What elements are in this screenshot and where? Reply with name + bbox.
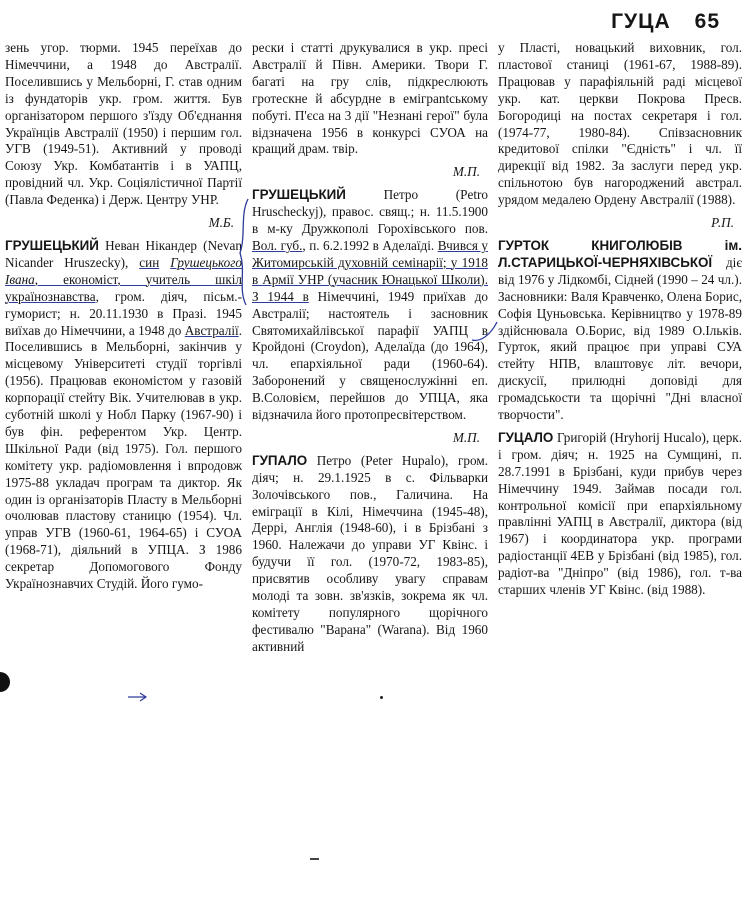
entry-grushetskyi-nevan (5, 238, 242, 593)
underlined-text: Вчився у Житомирській духовній семінарії; у 1918 в Армії УНР (учасник Юнацької Школи). З 1944 в (252, 237, 488, 304)
entry-headword: ГРУШЕЦЬКИЙ (5, 237, 99, 253)
underlined-text: Грушецького Івана (5, 254, 242, 287)
entry-headword: ГУРТОК КНИГОЛЮБІВ ім. Л.СТАРИЦЬКОЇ-ЧЕРНЯХІВСЬКОЇ (498, 237, 742, 270)
scan-spot-dot (0, 672, 10, 692)
pen-hook-mark (470, 318, 500, 348)
entry-text: діє від 1976 у Лідкомбі, Сідней (1990 – 24 чл.). Засновники: Валя Кравченко, Олена Борис, Софія Цуньовська. Керівництво у 1978-89 здійснювала О.Борис, від 1989 О.Ільків. Гурток, який працює при управі СУА стейту НПВ, влаштовує літ. вечори, дискусії, прилюдні доповіді для громадськости та щорічні "Дні власної творчости". (498, 254, 743, 423)
entry-hurtok-knyholiubiv (498, 238, 742, 424)
entry-signature: М.П. (452, 429, 480, 445)
entry-signature: Р.П. (711, 215, 734, 231)
running-head-title: ГУЦА (611, 10, 671, 33)
entry-text: Неван Нікандер (Nevan Nicander Hruszecky), (5, 237, 242, 270)
continued-entry-text: зень угор. тюрми. 1945 переїхав до Німеччини, а 1948 до Австралії. Поселившись у Мельборні, Г. став одним із фундаторів укр. гром. життя. Був організатором першого з'їзду Об'єднання Українців Австралії (1950) і першим гол. УГВ (1949-51). Активний у проводі Союзу Укр. Комбатантів і в УАПЦ, провідний чл. Укр. Соціялістичної Партії (Павла Феденка) і Держ. Центру УНР. (5, 40, 242, 208)
entry-hupalo (252, 453, 488, 656)
entry-headword: ГУЦАЛО (498, 429, 554, 445)
entry-hutsalo (498, 430, 742, 599)
entry-text: . Поселившись в Мельборні, закінчив у місцевому Університеті студії торгівлі (1956). Працював економістом у газовій корпорації стейту Вік. Учителював в укр. суботній школі у Нобл Парку (1967-90) і був фін. референтом Укр. Центр. Шкільної Ради (від 1975). Гол. першого комітету укр. радіомовлення і впродовж 1975-88 укладач програм та диктор. Як один із організаторів Пласту в Мельборні очолював пластову станицю (1954). Чл. управ УГВ (1960-61, 1964-65) і СУОА (1968-71), діяльний в УПЦА. З 1986 секретар Допомогового Фонду Українознавчих Студій. Його гумо- (5, 322, 242, 592)
scan-spot-dot (310, 858, 319, 860)
column-3 (498, 40, 742, 599)
pen-arrow-mark (128, 692, 150, 702)
scan-spot-dot (380, 696, 383, 699)
page-number: 65 (694, 10, 720, 33)
column-2 (252, 40, 488, 656)
entry-text: , п. 6.2.1992 в Аделаїді. (302, 237, 438, 253)
underlined-text: Вол. губ. (252, 237, 303, 253)
pen-bracket-mark (234, 195, 254, 310)
entry-signature: М.Б. (208, 215, 234, 231)
entry-text: Німеччині, 1949 приїхав до Австралії; настоятель і засновник Святомихайлівської парафії УАПЦ в Кройдоні (Croydon), Аделаїда (до 1964), чл. епархіяльної ради (1960-64). Заборонений у священослужінні еп. В.Соловієм, перейшов до УПЦА, яка відзначила його протопресвітерством. (252, 288, 488, 423)
entry-text: , гром. діяч, пісьм.-гуморист; н. 20.11.1930 в Празі. 1945 виїхав до Німеччини, а 1948 до (5, 288, 242, 338)
entry-text: Григорій (Hryhorij Hucalo), церк. і гром. діяч; н. 1925 на Сумщині, п. 28.7.1991 в Брізбані, куди прибув через Німеччину 1949. Займав посади гол. контрольної комісії при епархіяльному правлінні УАПЦ в Австралії, диктора (від 1967) і координатора укр. програми радіостанції 4ЕВ у Брізбані (від 1985), гол. радіот-ва "Дніпро" (від 1986), гол. т-ва старших членів УГ Квінс. (від 1988). (498, 429, 742, 598)
entry-text: Петро (Petro Hruscheckyj), правос. свящ.; н. 11.5.1900 в м-ку Дружкополі Горохівського пов. (252, 187, 488, 237)
underlined-text: син (139, 254, 160, 270)
entry-text: Петро (Peter Hupalo), гром. діяч; н. 29.1.1925 в с. Фільварки Золочівського пов., Галичина. На еміграції в Кілі, Німеччина (1945-48), Деррі, Англія (1948-60), і в Брізбані з 1960. Належачи до управи УГ Квінс. і будучи її гол. (1970-72, 1983-85), присвятив особливу увагу справам молоді та зовн. зв'язків, зокрема як чл. комітету популярного щорічного фестивалю "Варана" (Warana). Від 1960 активний (252, 452, 488, 654)
entry-headword: ГРУШЕЦЬКИЙ (252, 187, 346, 203)
page-header (611, 10, 720, 34)
entry-headword: ГУПАЛО (252, 452, 308, 468)
entry-grushetskyi-petro (252, 187, 488, 424)
underlined-text: Австралії (184, 322, 239, 338)
continued-entry-text: рески і статті друкувалися в укр. пресі Австралії й Півн. Америки. Твори Г. багаті на гру слів, підкреслюють гротескне й абсурдне в еміграntському побуті. П'єса на 3 дії "Незнані герої" була відзначена 1956 в конкурсі СУОА на кращий драм. твір. (252, 40, 488, 157)
underlined-text: , економіст, учитель шкіл українознавства (5, 271, 242, 304)
entry-signature: М.П. (452, 164, 480, 180)
continued-entry-text: у Пласті, новацький виховник, гол. пластової станиці (1961-67, 1988-89). Працював у парафіяльній раді місцевої укр. кат. церкви Покрова Пресв. Богородиці на постах секретаря і гол. (1974-77, 1980-84). Співзасновник кредитової спілки "Єдність" і чл. її дирекції від 1982. За заслуги перед укр. спільнотою був нагороджений австрал. урядом медалею Ордену Австралії (1988). (498, 40, 742, 208)
column-1 (5, 40, 242, 593)
